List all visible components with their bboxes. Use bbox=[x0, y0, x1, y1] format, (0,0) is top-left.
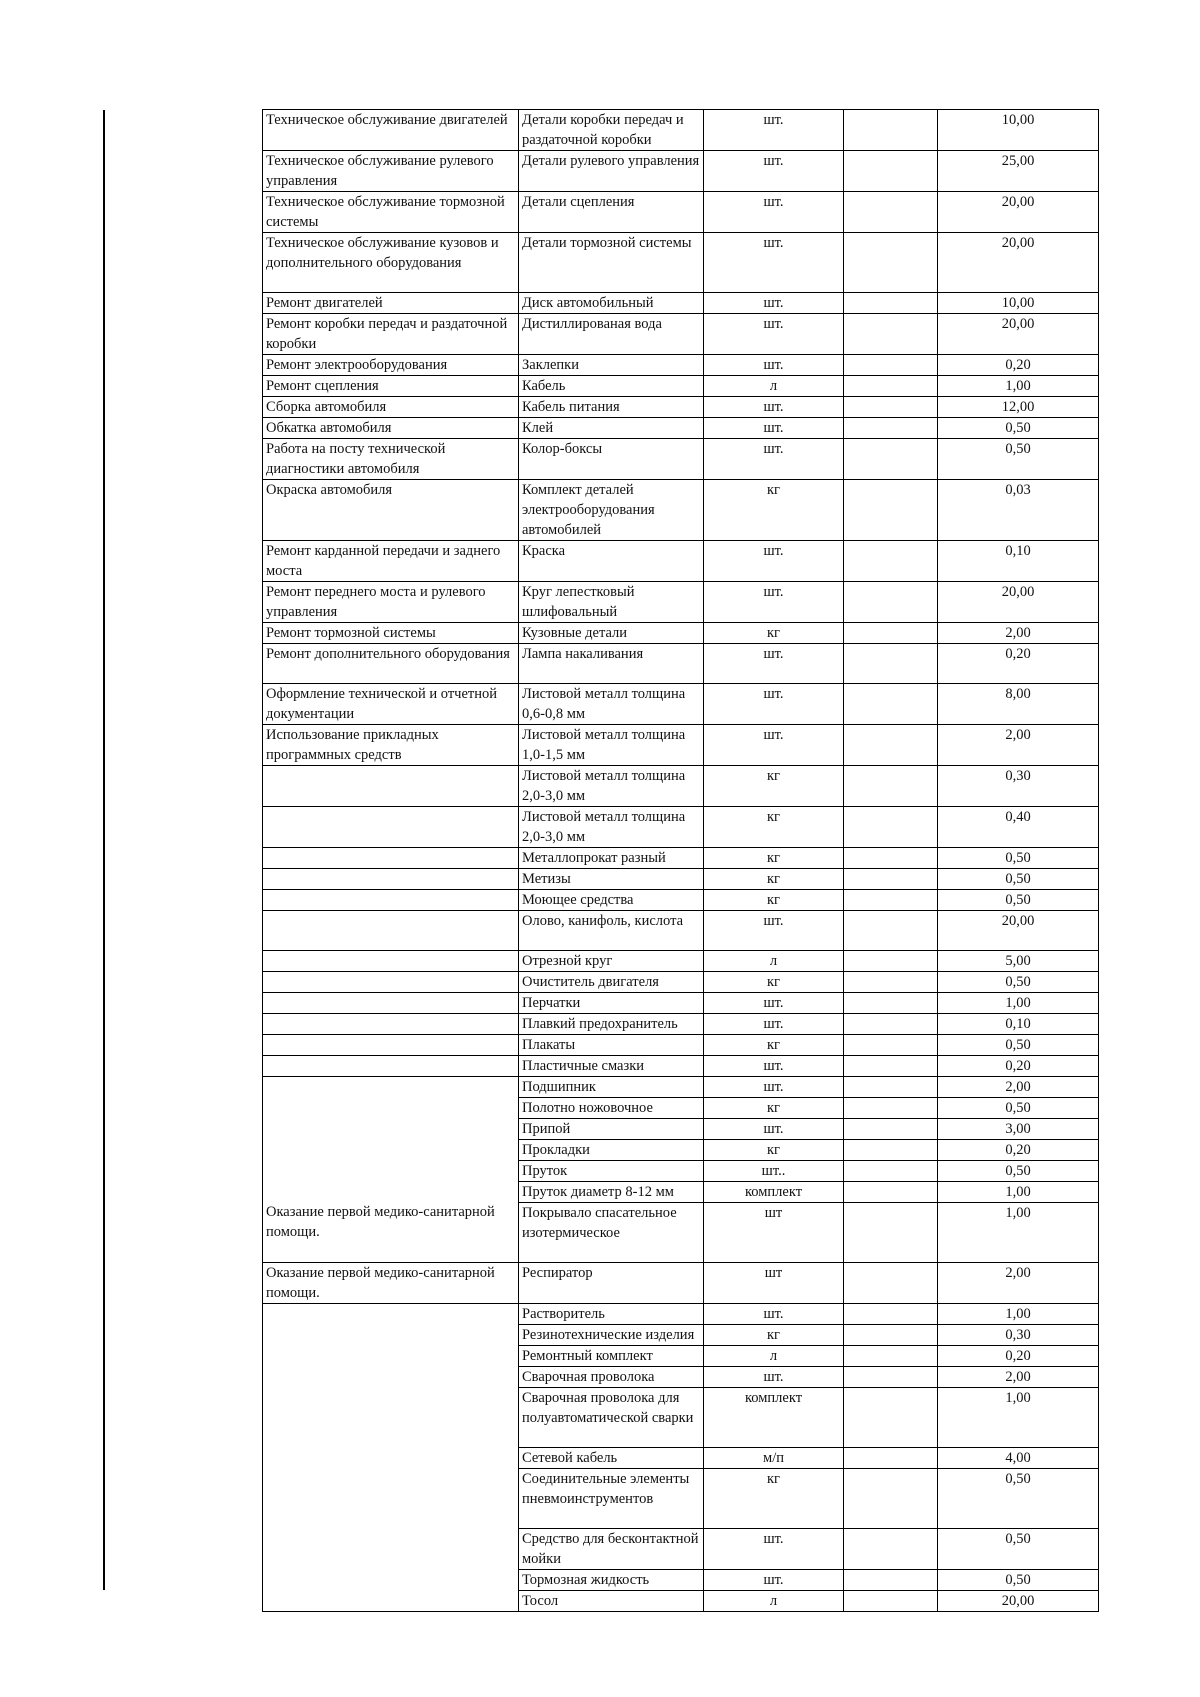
material-name-cell: Соединительные элементы пневмоинструментов bbox=[519, 1469, 704, 1529]
blank-cell bbox=[844, 439, 938, 480]
blank-cell bbox=[844, 1077, 938, 1098]
blank-cell bbox=[844, 314, 938, 355]
unit-cell: шт. bbox=[704, 110, 844, 151]
material-name-cell: Листовой металл толщина 2,0-3,0 мм bbox=[519, 766, 704, 807]
material-name-cell: Средство для бесконтактной мойки bbox=[519, 1529, 704, 1570]
work-type-cell: Ремонт двигателей bbox=[263, 293, 519, 314]
blank-cell bbox=[844, 480, 938, 541]
material-name-cell: Дистиллированая вода bbox=[519, 314, 704, 355]
material-name-cell: Покрывало спасательное изотермическое bbox=[519, 1203, 704, 1263]
work-type-cell: Техническое обслуживание кузовов и дополнительного оборудования bbox=[263, 233, 519, 293]
material-name-cell: Припой bbox=[519, 1119, 704, 1140]
unit-cell: кг bbox=[704, 766, 844, 807]
blank-cell bbox=[844, 1035, 938, 1056]
work-type-cell: Техническое обслуживание рулевого управления bbox=[263, 151, 519, 192]
work-type-cell bbox=[263, 911, 519, 951]
quantity-cell: 1,00 bbox=[938, 993, 1099, 1014]
quantity-cell: 0,50 bbox=[938, 439, 1099, 480]
material-name-cell: Сварочная проволока bbox=[519, 1367, 704, 1388]
quantity-cell: 20,00 bbox=[938, 192, 1099, 233]
material-name-cell: Плакаты bbox=[519, 1035, 704, 1056]
material-name-cell: Моющее средства bbox=[519, 890, 704, 911]
material-name-cell: Детали сцепления bbox=[519, 192, 704, 233]
work-type-cell: Ремонт тормозной системы bbox=[263, 623, 519, 644]
quantity-cell: 2,00 bbox=[938, 623, 1099, 644]
work-type-cell bbox=[263, 848, 519, 869]
quantity-cell: 8,00 bbox=[938, 684, 1099, 725]
table-row bbox=[263, 1077, 1099, 1098]
material-name-cell: Тормозная жидкость bbox=[519, 1570, 704, 1591]
unit-cell: кг bbox=[704, 1035, 844, 1056]
material-name-cell: Прокладки bbox=[519, 1140, 704, 1161]
unit-cell: кг bbox=[704, 890, 844, 911]
unit-cell: шт. bbox=[704, 1367, 844, 1388]
unit-cell: кг bbox=[704, 848, 844, 869]
quantity-cell: 0,50 bbox=[938, 890, 1099, 911]
material-name-cell: Листовой металл толщина 2,0-3,0 мм bbox=[519, 807, 704, 848]
table-row bbox=[263, 439, 1099, 480]
unit-cell: л bbox=[704, 376, 844, 397]
work-type-cell: Ремонт коробки передач и раздаточной коробки bbox=[263, 314, 519, 355]
table-row bbox=[263, 684, 1099, 725]
table-row bbox=[263, 911, 1099, 951]
work-type-cell: Ремонт карданной передачи и заднего моста bbox=[263, 541, 519, 582]
quantity-cell: 1,00 bbox=[938, 1388, 1099, 1448]
quantity-cell: 20,00 bbox=[938, 1591, 1099, 1612]
quantity-cell: 5,00 bbox=[938, 951, 1099, 972]
unit-cell: шт. bbox=[704, 151, 844, 192]
quantity-cell: 20,00 bbox=[938, 582, 1099, 623]
blank-cell bbox=[844, 1448, 938, 1469]
unit-cell: кг bbox=[704, 1325, 844, 1346]
work-type-cell bbox=[263, 766, 519, 807]
table-row bbox=[263, 293, 1099, 314]
table-row bbox=[263, 355, 1099, 376]
blank-cell bbox=[844, 1161, 938, 1182]
table-row bbox=[263, 192, 1099, 233]
unit-cell: кг bbox=[704, 480, 844, 541]
material-name-cell: Подшипник bbox=[519, 1077, 704, 1098]
blank-cell bbox=[844, 890, 938, 911]
quantity-cell: 2,00 bbox=[938, 1077, 1099, 1098]
materials-table-body bbox=[263, 110, 1099, 1612]
unit-cell: шт. bbox=[704, 993, 844, 1014]
blank-cell bbox=[844, 951, 938, 972]
table-row bbox=[263, 807, 1099, 848]
table-row bbox=[263, 1304, 1099, 1325]
table-row bbox=[263, 314, 1099, 355]
quantity-cell: 0,10 bbox=[938, 1014, 1099, 1035]
quantity-cell: 20,00 bbox=[938, 911, 1099, 951]
quantity-cell: 0,20 bbox=[938, 1140, 1099, 1161]
table-row bbox=[263, 951, 1099, 972]
blank-cell bbox=[844, 151, 938, 192]
quantity-cell: 1,00 bbox=[938, 1203, 1099, 1263]
quantity-cell: 0,03 bbox=[938, 480, 1099, 541]
blank-cell bbox=[844, 233, 938, 293]
table-row bbox=[263, 1014, 1099, 1035]
blank-cell bbox=[844, 644, 938, 684]
work-type-cell bbox=[263, 890, 519, 911]
unit-cell: кг bbox=[704, 1469, 844, 1529]
blank-cell bbox=[844, 110, 938, 151]
unit-cell: шт.. bbox=[704, 1161, 844, 1182]
table-row bbox=[263, 151, 1099, 192]
table-row bbox=[263, 480, 1099, 541]
blank-cell bbox=[844, 848, 938, 869]
unit-cell: шт. bbox=[704, 1014, 844, 1035]
work-type-cell: Техническое обслуживание двигателей bbox=[263, 110, 519, 151]
blank-cell bbox=[844, 766, 938, 807]
unit-cell: шт. bbox=[704, 1529, 844, 1570]
material-name-cell: Очиститель двигателя bbox=[519, 972, 704, 993]
blank-cell bbox=[844, 993, 938, 1014]
blank-cell bbox=[844, 1529, 938, 1570]
blank-cell bbox=[844, 1203, 938, 1263]
unit-cell: шт. bbox=[704, 541, 844, 582]
work-type-cell: Обкатка автомобиля bbox=[263, 418, 519, 439]
unit-cell: шт. bbox=[704, 684, 844, 725]
table-row bbox=[263, 541, 1099, 582]
quantity-cell: 0,20 bbox=[938, 1056, 1099, 1077]
table-row bbox=[263, 376, 1099, 397]
unit-cell: шт. bbox=[704, 1570, 844, 1591]
quantity-cell: 10,00 bbox=[938, 293, 1099, 314]
blank-cell bbox=[844, 1304, 938, 1325]
unit-cell: шт. bbox=[704, 314, 844, 355]
work-type-cell: Работа на посту технической диагностики автомобиля bbox=[263, 439, 519, 480]
material-name-cell: Кабель bbox=[519, 376, 704, 397]
quantity-cell: 0,50 bbox=[938, 1161, 1099, 1182]
unit-cell: шт. bbox=[704, 355, 844, 376]
unit-cell: шт. bbox=[704, 1119, 844, 1140]
work-type-cell-merged bbox=[263, 1304, 519, 1612]
blank-cell bbox=[844, 1182, 938, 1203]
quantity-cell: 3,00 bbox=[938, 1119, 1099, 1140]
blank-cell bbox=[844, 684, 938, 725]
table-row bbox=[263, 1035, 1099, 1056]
unit-cell: л bbox=[704, 1591, 844, 1612]
material-name-cell: Кабель питания bbox=[519, 397, 704, 418]
material-name-cell: Плавкий предохранитель bbox=[519, 1014, 704, 1035]
blank-cell bbox=[844, 972, 938, 993]
quantity-cell: 0,50 bbox=[938, 1469, 1099, 1529]
blank-cell bbox=[844, 1346, 938, 1367]
material-name-cell: Лампа накаливания bbox=[519, 644, 704, 684]
unit-cell: шт. bbox=[704, 233, 844, 293]
table-row bbox=[263, 848, 1099, 869]
work-type-cell: Техническое обслуживание тормозной системы bbox=[263, 192, 519, 233]
quantity-cell: 0,30 bbox=[938, 1325, 1099, 1346]
blank-cell bbox=[844, 623, 938, 644]
quantity-cell: 2,00 bbox=[938, 1263, 1099, 1304]
quantity-cell: 0,50 bbox=[938, 418, 1099, 439]
blank-cell bbox=[844, 418, 938, 439]
unit-cell: кг bbox=[704, 972, 844, 993]
unit-cell: комплект bbox=[704, 1182, 844, 1203]
table-row bbox=[263, 725, 1099, 766]
quantity-cell: 1,00 bbox=[938, 1304, 1099, 1325]
unit-cell: шт bbox=[704, 1203, 844, 1263]
work-type-cell: Оказание первой медико-санитарной помощи. bbox=[263, 1263, 519, 1304]
blank-cell bbox=[844, 1098, 938, 1119]
unit-cell: шт. bbox=[704, 725, 844, 766]
material-name-cell: Листовой металл толщина 1,0-1,5 мм bbox=[519, 725, 704, 766]
quantity-cell: 0,50 bbox=[938, 869, 1099, 890]
blank-cell bbox=[844, 1119, 938, 1140]
quantity-cell: 10,00 bbox=[938, 110, 1099, 151]
material-name-cell: Олово, канифоль, кислота bbox=[519, 911, 704, 951]
blank-cell bbox=[844, 355, 938, 376]
unit-cell: кг bbox=[704, 807, 844, 848]
material-name-cell: Пруток bbox=[519, 1161, 704, 1182]
table-row bbox=[263, 644, 1099, 684]
quantity-cell: 0,50 bbox=[938, 1529, 1099, 1570]
material-name-cell: Отрезной круг bbox=[519, 951, 704, 972]
work-type-cell: Использование прикладных программных средств bbox=[263, 725, 519, 766]
material-name-cell: Детали коробки передач и раздаточной коробки bbox=[519, 110, 704, 151]
quantity-cell: 0,20 bbox=[938, 644, 1099, 684]
material-name-cell: Детали рулевого управления bbox=[519, 151, 704, 192]
work-type-cell: Ремонт переднего моста и рулевого управления bbox=[263, 582, 519, 623]
material-name-cell: Респиратор bbox=[519, 1263, 704, 1304]
unit-cell: л bbox=[704, 1346, 844, 1367]
quantity-cell: 0,40 bbox=[938, 807, 1099, 848]
work-type-cell bbox=[263, 869, 519, 890]
blank-cell bbox=[844, 1388, 938, 1448]
unit-cell: комплект bbox=[704, 1388, 844, 1448]
material-name-cell: Пластичные смазки bbox=[519, 1056, 704, 1077]
unit-cell: шт. bbox=[704, 1056, 844, 1077]
quantity-cell: 0,20 bbox=[938, 1346, 1099, 1367]
unit-cell: кг bbox=[704, 1140, 844, 1161]
quantity-cell: 20,00 bbox=[938, 233, 1099, 293]
blank-cell bbox=[844, 1570, 938, 1591]
unit-cell: шт. bbox=[704, 582, 844, 623]
material-name-cell: Кузовные детали bbox=[519, 623, 704, 644]
work-type-cell: Окраска автомобиля bbox=[263, 480, 519, 541]
unit-cell: шт. bbox=[704, 418, 844, 439]
work-type-cell: Ремонт дополнительного оборудования bbox=[263, 644, 519, 684]
unit-cell: шт. bbox=[704, 293, 844, 314]
blank-cell bbox=[844, 725, 938, 766]
table-row bbox=[263, 869, 1099, 890]
material-name-cell: Клей bbox=[519, 418, 704, 439]
table-row bbox=[263, 766, 1099, 807]
unit-cell: шт. bbox=[704, 192, 844, 233]
unit-cell: шт. bbox=[704, 911, 844, 951]
quantity-cell: 0,20 bbox=[938, 355, 1099, 376]
quantity-cell: 0,50 bbox=[938, 1098, 1099, 1119]
material-name-cell: Колор-боксы bbox=[519, 439, 704, 480]
page-margin-line bbox=[103, 110, 105, 1590]
quantity-cell: 20,00 bbox=[938, 314, 1099, 355]
unit-cell: шт. bbox=[704, 397, 844, 418]
material-name-cell: Метизы bbox=[519, 869, 704, 890]
material-name-cell: Металлопрокат разный bbox=[519, 848, 704, 869]
work-type-cell-merged: Оказание первой медико-санитарной помощи. bbox=[263, 1077, 519, 1263]
blank-cell bbox=[844, 807, 938, 848]
work-type-cell bbox=[263, 1035, 519, 1056]
unit-cell: л bbox=[704, 951, 844, 972]
material-name-cell: Растворитель bbox=[519, 1304, 704, 1325]
material-name-cell: Пруток диаметр 8-12 мм bbox=[519, 1182, 704, 1203]
material-name-cell: Сварочная проволока для полуавтоматической сварки bbox=[519, 1388, 704, 1448]
quantity-cell: 0,50 bbox=[938, 1570, 1099, 1591]
table-row bbox=[263, 582, 1099, 623]
quantity-cell: 1,00 bbox=[938, 376, 1099, 397]
unit-cell: кг bbox=[704, 869, 844, 890]
work-type-cell bbox=[263, 1056, 519, 1077]
work-type-cell bbox=[263, 972, 519, 993]
blank-cell bbox=[844, 1469, 938, 1529]
blank-cell bbox=[844, 1140, 938, 1161]
material-name-cell: Диск автомобильный bbox=[519, 293, 704, 314]
work-type-cell bbox=[263, 951, 519, 972]
table-row bbox=[263, 890, 1099, 911]
blank-cell bbox=[844, 1367, 938, 1388]
blank-cell bbox=[844, 397, 938, 418]
unit-cell: шт. bbox=[704, 1077, 844, 1098]
quantity-cell: 0,10 bbox=[938, 541, 1099, 582]
material-name-cell: Ремонтный комплект bbox=[519, 1346, 704, 1367]
table-row bbox=[263, 972, 1099, 993]
work-type-cell: Ремонт сцепления bbox=[263, 376, 519, 397]
blank-cell bbox=[844, 869, 938, 890]
blank-cell bbox=[844, 293, 938, 314]
material-name-cell: Листовой металл толщина 0,6-0,8 мм bbox=[519, 684, 704, 725]
table-row bbox=[263, 418, 1099, 439]
table-row bbox=[263, 993, 1099, 1014]
blank-cell bbox=[844, 1014, 938, 1035]
material-name-cell: Круг лепестковый шлифовальный bbox=[519, 582, 704, 623]
quantity-cell: 25,00 bbox=[938, 151, 1099, 192]
blank-cell bbox=[844, 376, 938, 397]
work-type-cell bbox=[263, 1014, 519, 1035]
material-name-cell: Детали тормозной системы bbox=[519, 233, 704, 293]
material-name-cell: Сетевой кабель bbox=[519, 1448, 704, 1469]
work-type-cell bbox=[263, 807, 519, 848]
table-row bbox=[263, 233, 1099, 293]
blank-cell bbox=[844, 1591, 938, 1612]
blank-cell bbox=[844, 1263, 938, 1304]
work-type-cell: Оформление технической и отчетной документации bbox=[263, 684, 519, 725]
work-type-cell: Сборка автомобиля bbox=[263, 397, 519, 418]
quantity-cell: 2,00 bbox=[938, 1367, 1099, 1388]
table-row bbox=[263, 623, 1099, 644]
quantity-cell: 4,00 bbox=[938, 1448, 1099, 1469]
material-name-cell: Полотно ножовочное bbox=[519, 1098, 704, 1119]
quantity-cell: 2,00 bbox=[938, 725, 1099, 766]
materials-table bbox=[262, 109, 1099, 1612]
table-row bbox=[263, 110, 1099, 151]
unit-cell: шт. bbox=[704, 1304, 844, 1325]
blank-cell bbox=[844, 192, 938, 233]
unit-cell: шт. bbox=[704, 439, 844, 480]
material-name-cell: Резинотехнические изделия bbox=[519, 1325, 704, 1346]
work-type-cell: Ремонт электрооборудования bbox=[263, 355, 519, 376]
unit-cell: м/п bbox=[704, 1448, 844, 1469]
quantity-cell: 12,00 bbox=[938, 397, 1099, 418]
table-row bbox=[263, 1263, 1099, 1304]
quantity-cell: 0,50 bbox=[938, 972, 1099, 993]
material-name-cell: Краска bbox=[519, 541, 704, 582]
blank-cell bbox=[844, 582, 938, 623]
blank-cell bbox=[844, 541, 938, 582]
table-row bbox=[263, 397, 1099, 418]
table-row bbox=[263, 1056, 1099, 1077]
material-name-cell: Заклепки bbox=[519, 355, 704, 376]
work-type-cell bbox=[263, 993, 519, 1014]
unit-cell: кг bbox=[704, 623, 844, 644]
unit-cell: шт bbox=[704, 1263, 844, 1304]
quantity-cell: 0,50 bbox=[938, 848, 1099, 869]
material-name-cell: Комплект деталей электрооборудования автомобилей bbox=[519, 480, 704, 541]
unit-cell: шт. bbox=[704, 644, 844, 684]
material-name-cell: Перчатки bbox=[519, 993, 704, 1014]
blank-cell bbox=[844, 1056, 938, 1077]
blank-cell bbox=[844, 1325, 938, 1346]
quantity-cell: 0,50 bbox=[938, 1035, 1099, 1056]
unit-cell: кг bbox=[704, 1098, 844, 1119]
material-name-cell: Тосол bbox=[519, 1591, 704, 1612]
quantity-cell: 0,30 bbox=[938, 766, 1099, 807]
quantity-cell: 1,00 bbox=[938, 1182, 1099, 1203]
blank-cell bbox=[844, 911, 938, 951]
